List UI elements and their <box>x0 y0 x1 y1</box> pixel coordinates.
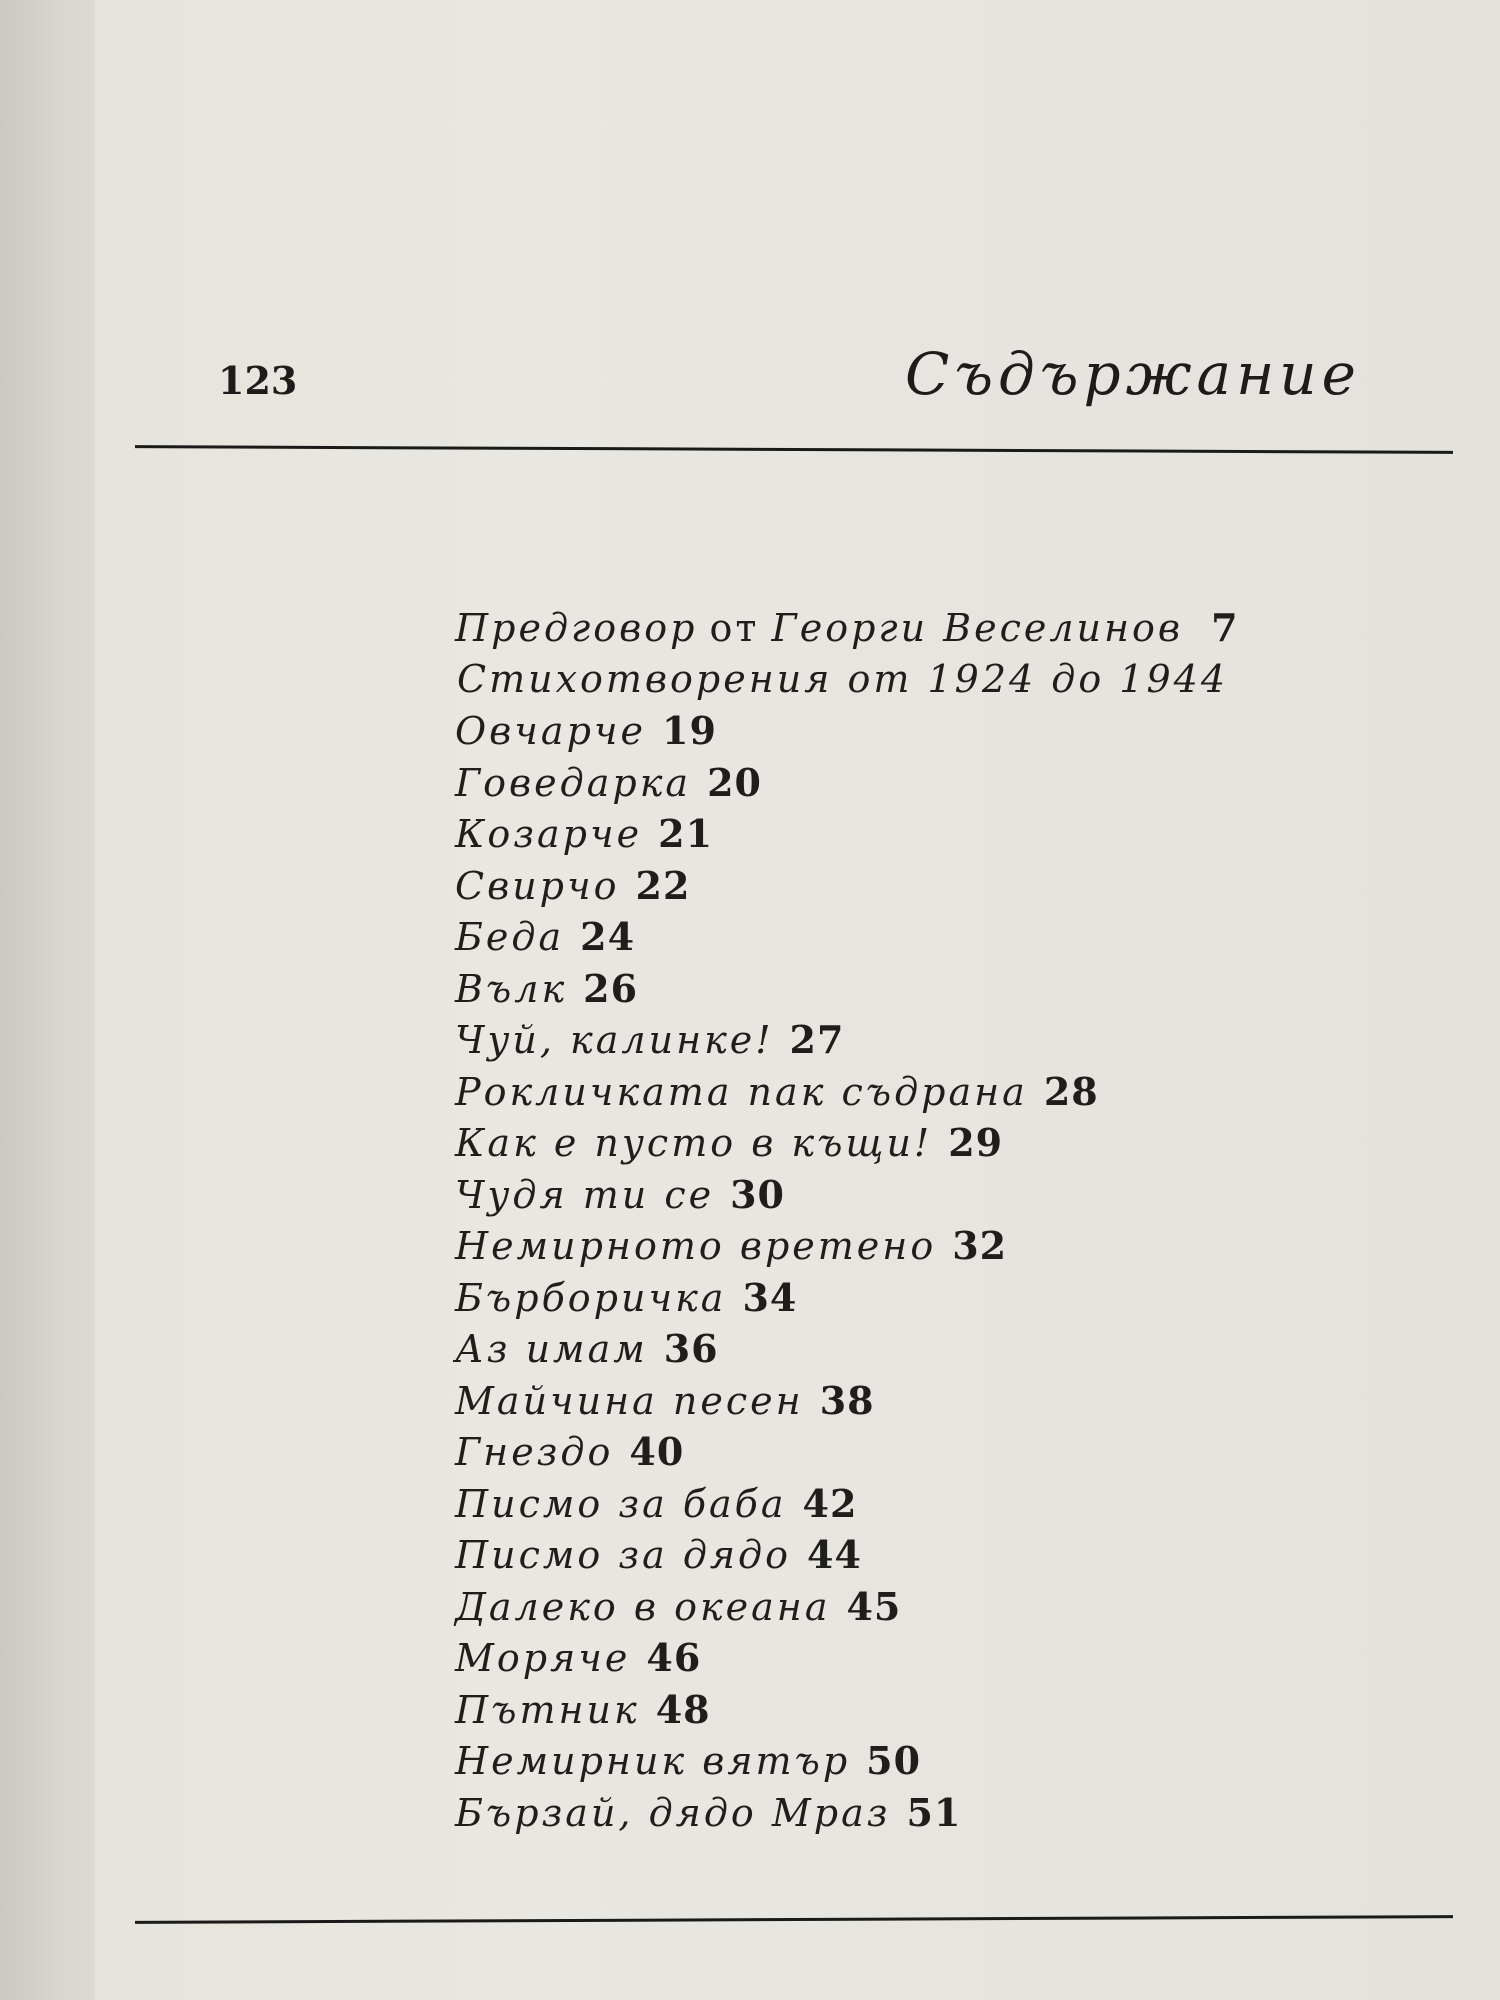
toc-entry <box>455 1529 1239 1581</box>
toc-entry-page: 24 <box>580 914 636 959</box>
toc-entry-page: 30 <box>730 1171 785 1217</box>
toc-entry-title: Предговор <box>455 606 698 650</box>
toc-entry-page: 44 <box>807 1532 862 1577</box>
toc-entry <box>455 1375 1239 1427</box>
toc-entry-title: Пътник <box>455 1687 640 1732</box>
toc-entry-page: 50 <box>866 1738 922 1783</box>
toc-entry-word: от <box>709 606 760 650</box>
toc-entry-title: Немирник вятър <box>455 1739 851 1783</box>
toc-entry-page: 48 <box>655 1686 711 1732</box>
toc-entry-page: 36 <box>663 1326 719 1371</box>
toc-entry <box>455 757 1239 809</box>
toc-entry <box>455 1014 1239 1066</box>
toc-entry <box>455 1323 1239 1375</box>
toc-entry-title: Чуй, калинке! <box>455 1018 774 1062</box>
toc-entry-title: Чудя ти се <box>455 1172 715 1217</box>
toc-entry-page: 26 <box>583 965 639 1011</box>
toc-entry-title: Бърборичка <box>455 1275 727 1320</box>
toc-entry-title: Беда <box>455 915 565 959</box>
toc-entry <box>455 963 1239 1015</box>
toc-entry-title: Далеко в океана <box>455 1584 831 1629</box>
toc-entry-page: 27 <box>789 1017 845 1062</box>
toc-entry <box>455 1478 1239 1530</box>
toc-entry-title: Рокличката пак съдрана <box>455 1069 1028 1114</box>
toc-entry <box>455 1581 1239 1633</box>
toc-entry <box>455 1272 1239 1324</box>
toc-entry-title: Козарче <box>455 812 643 856</box>
page-number: 123 <box>218 358 298 403</box>
toc-entry <box>455 911 1239 963</box>
toc-entry-page: 40 <box>629 1429 685 1474</box>
toc-entry-page: 28 <box>1043 1068 1099 1114</box>
toc-entry <box>455 1426 1239 1478</box>
toc-entry-page: 21 <box>658 811 714 856</box>
toc-entry-page: 32 <box>952 1223 1008 1268</box>
toc-entry-title: Моряче <box>455 1636 631 1680</box>
toc-entry-title: Говедарка <box>455 760 692 805</box>
toc-entry-page: 51 <box>906 1789 962 1835</box>
toc-section-title: Стихотворения от 1924 до 1944 <box>457 656 1228 701</box>
toc-entry-title: Аз имам <box>455 1327 648 1371</box>
toc-entry <box>455 1117 1239 1169</box>
toc-entry <box>455 860 1239 912</box>
book-gutter <box>0 0 110 2000</box>
toc-section-heading <box>455 654 1239 706</box>
toc-entry-page: 45 <box>846 1583 902 1629</box>
toc-entry-page: 29 <box>948 1120 1004 1165</box>
toc-entry-title: Свирчо <box>455 863 620 908</box>
toc-entry <box>455 1169 1239 1221</box>
toc-entry-title: Писмо за дядо <box>455 1533 792 1577</box>
toc-entry-title: Гнездо <box>455 1430 614 1474</box>
toc-entry <box>455 1684 1239 1736</box>
toc-entry <box>455 1066 1239 1118</box>
toc-entry <box>455 1220 1239 1272</box>
toc-entry-title: Вълк <box>455 966 568 1011</box>
page-title: Съдържание <box>905 340 1361 408</box>
toc-entry-title: Писмо за баба <box>455 1481 787 1526</box>
toc-entry-page: 7 <box>1211 605 1239 650</box>
toc-entry-author: Георги Веселинов <box>771 606 1184 650</box>
toc-entry <box>455 602 1239 654</box>
toc-entry-page: 38 <box>819 1377 875 1423</box>
toc-entry-page: 20 <box>707 759 762 805</box>
toc-entry-title: Овчарче <box>455 709 647 753</box>
toc-entry <box>455 705 1239 757</box>
table-of-contents <box>455 602 1239 1838</box>
toc-entry-page: 42 <box>802 1480 858 1526</box>
toc-entry-page: 19 <box>662 708 717 753</box>
toc-entry-title: Немирното вретено <box>455 1224 937 1268</box>
toc-entry-page: 34 <box>742 1274 798 1320</box>
toc-entry <box>455 1735 1239 1787</box>
toc-entry-title: Бързай, дядо Мраз <box>455 1790 891 1835</box>
toc-entry <box>455 1787 1239 1839</box>
toc-entry-title: Майчина песен <box>455 1378 804 1423</box>
toc-entry-page: 22 <box>635 862 691 908</box>
toc-entry-title: Как е пусто в къщи! <box>455 1121 933 1165</box>
toc-entry <box>455 1632 1239 1684</box>
toc-entry <box>455 808 1239 860</box>
toc-entry-page: 46 <box>646 1635 702 1680</box>
